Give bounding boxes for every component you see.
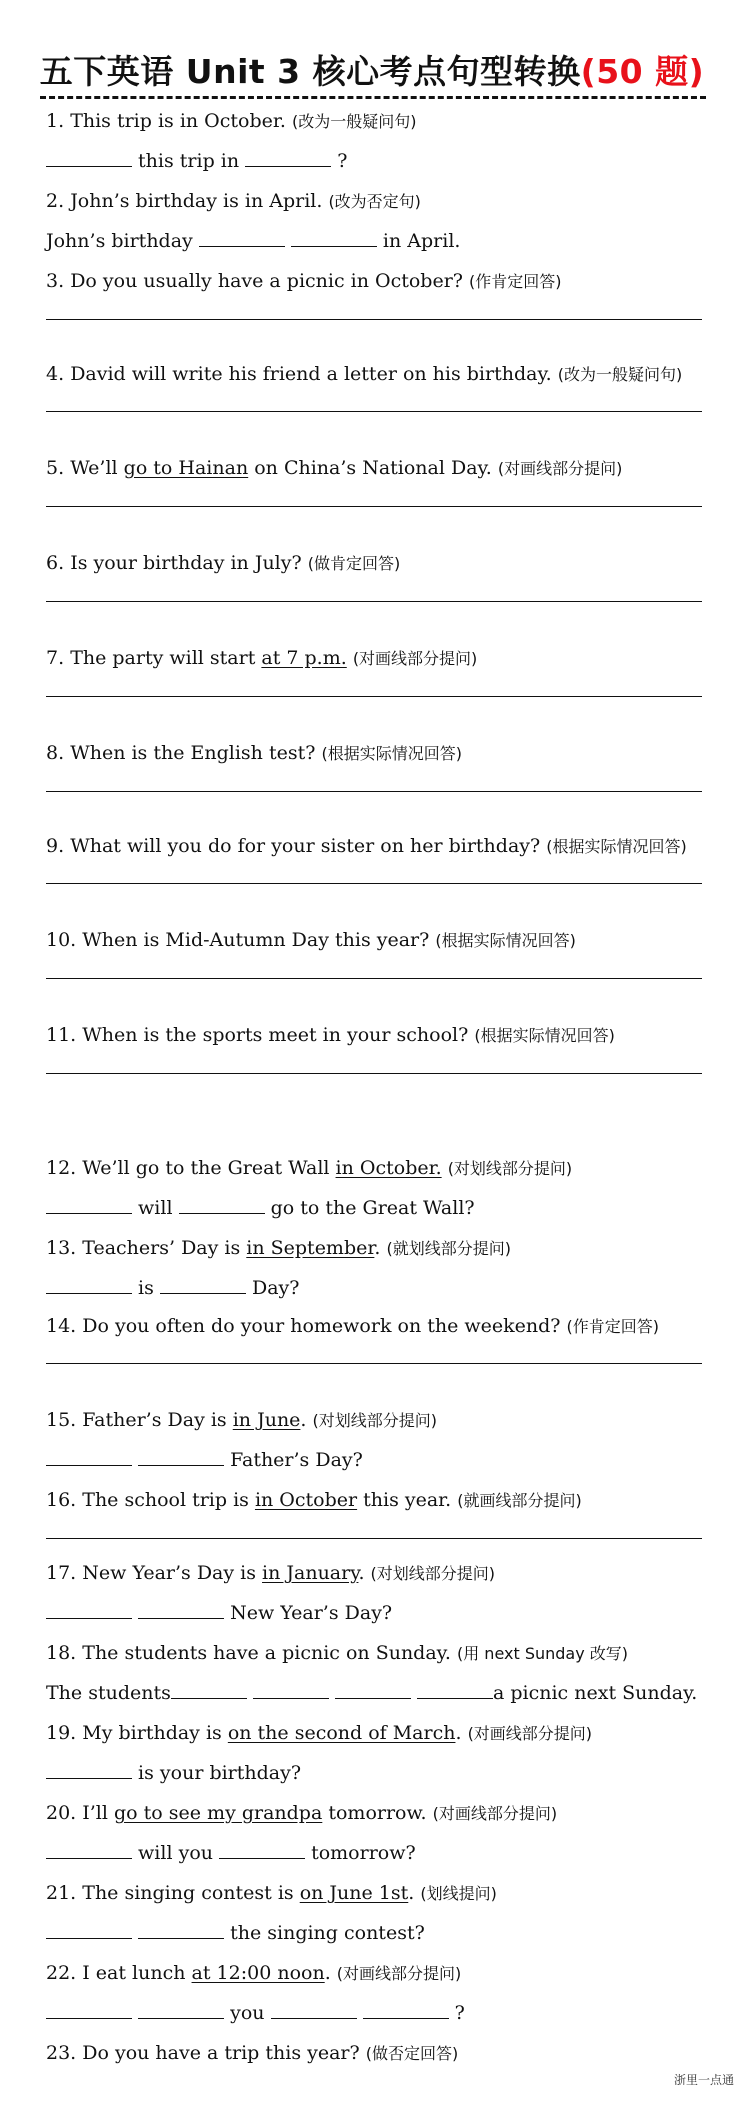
question-16: 16. The school trip is in October this year. (就画线部分提问) — [46, 1489, 582, 1511]
blank[interactable] — [138, 1920, 224, 1939]
blank[interactable] — [46, 1195, 132, 1214]
question-13-fill: is Day? — [46, 1268, 702, 1308]
question-6: 6. Is your birthday in July? (做肯定回答) — [46, 552, 401, 574]
blank[interactable] — [179, 1195, 265, 1214]
question-2: 2. John’s birthday is in April. (改为否定句) — [46, 190, 421, 212]
question-19: 19. My birthday is on the second of March. (对画线部分提问) — [46, 1722, 593, 1744]
question-1: 1. This trip is in October. (改为一般疑问句) — [46, 110, 417, 132]
blank[interactable] — [138, 2000, 224, 2019]
question-17-fill: New Year’s Day? — [46, 1593, 702, 1633]
underlined-part: at 7 p.m. — [261, 647, 347, 669]
question-4: 4. David will write his friend a letter on his birthday. (改为一般疑问句) — [46, 363, 683, 385]
underlined-part: in October. — [335, 1157, 442, 1179]
blank[interactable] — [138, 1600, 224, 1619]
page-title: 五下英语 Unit 3 核心考点句型转换(50 题) — [39, 52, 705, 91]
underlined-part: go to Hainan — [123, 457, 249, 479]
question-count: (50 题) — [580, 52, 705, 91]
question-20-fill: will you tomorrow? — [46, 1833, 702, 1873]
blank[interactable] — [46, 1600, 132, 1619]
blank[interactable] — [271, 2000, 357, 2019]
question-11: 11. When is the sports meet in your school? (根据实际情况回答) — [46, 1024, 615, 1046]
title-block — [0, 46, 744, 93]
question-12: 12. We’ll go to the Great Wall in October. (对划线部分提问) — [46, 1157, 573, 1179]
question-21-fill: the singing contest? — [46, 1913, 702, 1953]
question-2-fill: John’s birthday in April. — [46, 230, 461, 252]
question-15-fill: Father’s Day? — [46, 1440, 702, 1480]
question-list — [46, 101, 702, 2073]
question-18-fill: The students a picnic next Sunday. — [46, 1682, 698, 1704]
underlined-part: in June — [232, 1409, 301, 1431]
spacer — [46, 1074, 702, 1148]
question-7: 7. The party will start at 7 p.m. (对画线部分提问) — [46, 647, 478, 669]
question-17: 17. New Year’s Day is in January. (对划线部分提问) — [46, 1562, 496, 1584]
question-20: 20. I’ll go to see my grandpa tomorrow. (对画线部分提问) — [46, 1802, 558, 1824]
question-14: 14. Do you often do your homework on the weekend? (作肯定回答) — [46, 1315, 660, 1337]
underlined-part: in September — [246, 1237, 375, 1259]
underlined-part: in January — [262, 1562, 359, 1584]
question-12-fill: will go to the Great Wall? — [46, 1188, 702, 1228]
blank[interactable] — [417, 1680, 493, 1699]
title-divider — [40, 96, 706, 99]
question-3: 3. Do you usually have a picnic in October? (作肯定回答) — [46, 270, 562, 292]
blank[interactable] — [335, 1680, 411, 1699]
question-9: 9. What will you do for your sister on her birthday? (根据实际情况回答) — [46, 835, 687, 857]
blank[interactable] — [46, 1275, 132, 1294]
question-10: 10. When is Mid-Autumn Day this year? (根据实际情况回答) — [46, 929, 576, 951]
question-18: 18. The students have a picnic on Sunday. (用 next Sunday 改写) — [46, 1642, 629, 1664]
blank[interactable] — [253, 1680, 329, 1699]
question-8: 8. When is the English test? (根据实际情况回答) — [46, 742, 462, 764]
blank[interactable] — [46, 1920, 132, 1939]
blank[interactable] — [245, 148, 331, 167]
blank[interactable] — [138, 1447, 224, 1466]
question-22: 22. I eat lunch at 12:00 noon. (对画线部分提问) — [46, 1962, 462, 1984]
blank[interactable] — [291, 228, 377, 247]
question-23: 23. Do you have a trip this year? (做否定回答) — [46, 2042, 459, 2064]
underlined-part: go to see my grandpa — [114, 1802, 323, 1824]
blank[interactable] — [46, 1760, 132, 1779]
underlined-part: at 12:00 noon — [191, 1962, 325, 1984]
blank[interactable] — [46, 1447, 132, 1466]
underlined-part: in October — [254, 1489, 358, 1511]
underlined-part: on the second of March — [227, 1722, 456, 1744]
question-21: 21. The singing contest is on June 1st. (划线提问) — [46, 1882, 497, 1904]
blank[interactable] — [363, 2000, 449, 2019]
footer-watermark: 浙里一点通 — [673, 2073, 734, 2087]
question-22-fill: you ? — [46, 1993, 702, 2033]
question-1-fill: this trip in ? — [46, 141, 702, 181]
blank[interactable] — [46, 2000, 132, 2019]
blank[interactable] — [219, 1840, 305, 1859]
question-13: 13. Teachers’ Day is in September. (就划线部分提问) — [46, 1237, 511, 1259]
question-15: 15. Father’s Day is in June. (对划线部分提问) — [46, 1409, 438, 1431]
question-5: 5. We’ll go to Hainan on China’s National Day. (对画线部分提问) — [46, 457, 623, 479]
blank[interactable] — [160, 1275, 246, 1294]
underlined-part: on June 1st — [299, 1882, 409, 1904]
blank[interactable] — [171, 1680, 247, 1699]
blank[interactable] — [46, 1840, 132, 1859]
question-19-fill: is your birthday? — [46, 1753, 702, 1793]
blank[interactable] — [46, 148, 132, 167]
blank[interactable] — [199, 228, 285, 247]
